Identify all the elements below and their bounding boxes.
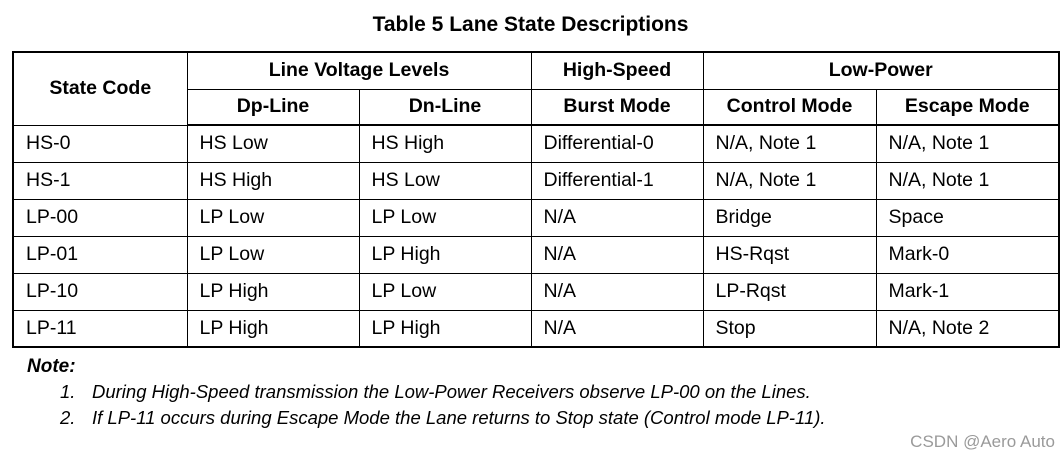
control-mode-cell: N/A, Note 1: [703, 125, 876, 162]
dn-line-cell: LP High: [359, 310, 531, 347]
line-voltage-header: Line Voltage Levels: [187, 52, 531, 89]
note-list: [60, 379, 826, 430]
control-mode-cell: HS-Rqst: [703, 236, 876, 273]
note-number: 1.: [60, 381, 76, 402]
escape-mode-header: Escape Mode: [876, 89, 1059, 125]
escape-mode-cell: N/A, Note 2: [876, 310, 1059, 347]
burst-mode-cell: Differential-1: [531, 162, 703, 199]
table-row: [13, 273, 1059, 310]
high-speed-header: High-Speed: [531, 52, 703, 89]
dn-line-cell: HS High: [359, 125, 531, 162]
note-number: 2.: [60, 406, 76, 428]
table-row: [13, 236, 1059, 273]
dp-line-cell: HS Low: [187, 125, 359, 162]
control-mode-cell: N/A, Note 1: [703, 162, 876, 199]
dp-line-cell: HS High: [187, 162, 359, 199]
note-text: If LP-11 occurs during Escape Mode the Lane returns to Stop state (Control mode LP-11).: [92, 406, 826, 428]
state-code-cell: LP-00: [13, 199, 187, 236]
control-mode-header: Control Mode: [703, 89, 876, 125]
dn-line-cell: LP High: [359, 236, 531, 273]
dn-line-cell: LP Low: [359, 199, 531, 236]
dn-line-header: Dn-Line: [359, 89, 531, 125]
note-text: During High-Speed transmission the Low-Power Receivers observe LP-00 on the Lines.: [92, 381, 811, 402]
burst-mode-cell: N/A: [531, 273, 703, 310]
low-power-header: Low-Power: [703, 52, 1059, 89]
table-row: [13, 162, 1059, 199]
dp-line-cell: LP Low: [187, 236, 359, 273]
lane-state-table: [12, 51, 1060, 348]
escape-mode-cell: Mark-0: [876, 236, 1059, 273]
burst-mode-cell: N/A: [531, 236, 703, 273]
burst-mode-cell: Differential-0: [531, 125, 703, 162]
table-row: [13, 310, 1059, 347]
state-code-cell: HS-0: [13, 125, 187, 162]
note-item: [60, 379, 826, 405]
dn-line-cell: HS Low: [359, 162, 531, 199]
state-code-cell: LP-11: [13, 310, 187, 347]
burst-mode-header: Burst Mode: [531, 89, 703, 125]
table-row: [13, 199, 1059, 236]
note-heading: Note:: [27, 356, 76, 377]
note-item: [60, 405, 826, 431]
table-row: [13, 125, 1059, 162]
escape-mode-cell: N/A, Note 1: [876, 125, 1059, 162]
state-code-cell: LP-10: [13, 273, 187, 310]
burst-mode-cell: N/A: [531, 310, 703, 347]
escape-mode-cell: Space: [876, 199, 1059, 236]
dn-line-cell: LP Low: [359, 273, 531, 310]
watermark: CSDN @Aero Auto: [910, 432, 1055, 451]
burst-mode-cell: N/A: [531, 199, 703, 236]
state-code-header: State Code: [13, 52, 187, 125]
control-mode-cell: LP-Rqst: [703, 273, 876, 310]
control-mode-cell: Stop: [703, 310, 876, 347]
dp-line-header: Dp-Line: [187, 89, 359, 125]
state-code-cell: HS-1: [13, 162, 187, 199]
table-title: Table 5 Lane State Descriptions: [372, 13, 689, 36]
dp-line-cell: LP High: [187, 273, 359, 310]
control-mode-cell: Bridge: [703, 199, 876, 236]
dp-line-cell: LP High: [187, 310, 359, 347]
state-code-cell: LP-01: [13, 236, 187, 273]
escape-mode-cell: N/A, Note 1: [876, 162, 1059, 199]
dp-line-cell: LP Low: [187, 199, 359, 236]
escape-mode-cell: Mark-1: [876, 273, 1059, 310]
